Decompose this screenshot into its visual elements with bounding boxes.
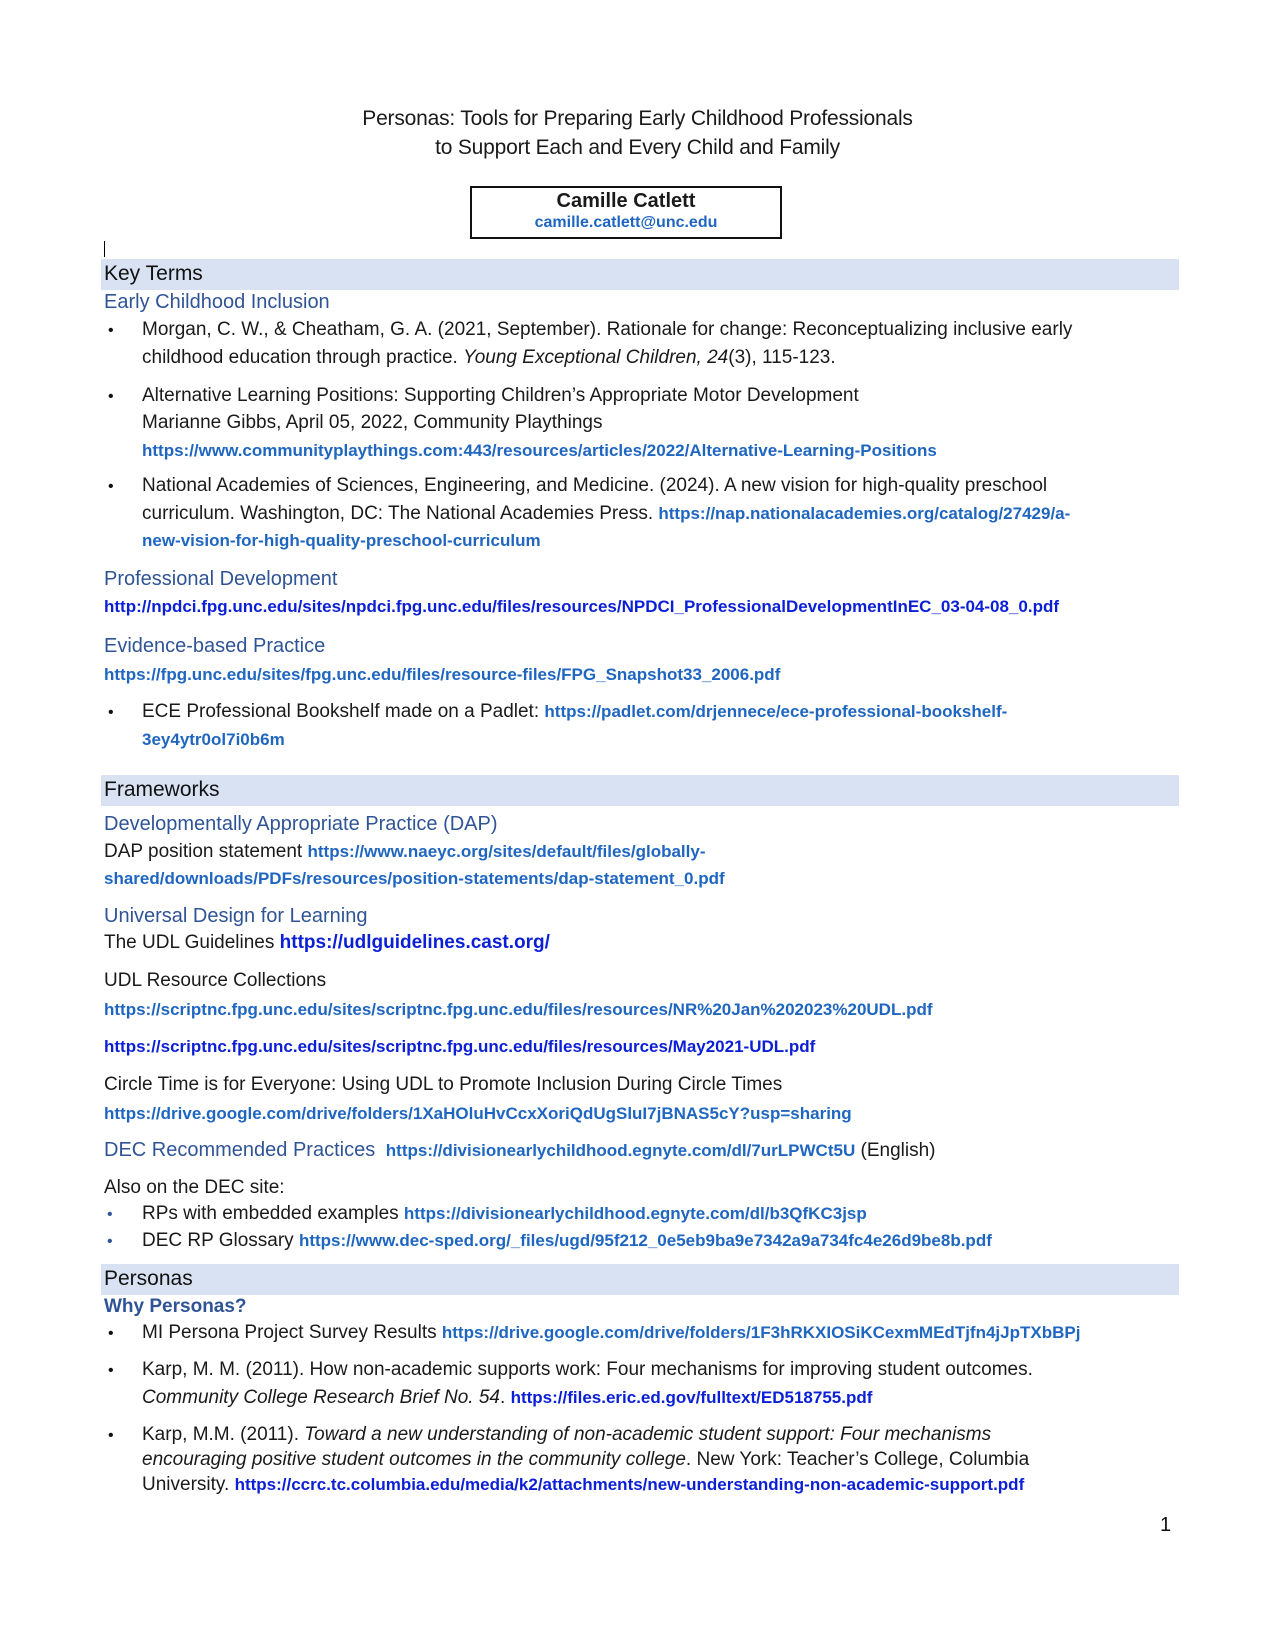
link-udl-guidelines[interactable]: https://udlguidelines.cast.org/ <box>279 932 550 953</box>
link-eric[interactable]: https://files.eric.ed.gov/fulltext/ED518755.pdf <box>510 1388 873 1407</box>
also-on-dec-site: Also on the DEC site: <box>104 1177 285 1198</box>
section-title: Key Terms <box>104 262 203 285</box>
bullet-icon: • <box>108 1427 114 1444</box>
link-nap-part1[interactable]: https://nap.nationalacademies.org/catalog/27429/a- <box>658 504 1071 523</box>
subheading-dec: DEC Recommended Practices <box>104 1139 376 1161</box>
text: curriculum. Washington, DC: The National Academies Press. <box>142 503 659 524</box>
link-dec-glossary[interactable]: https://www.dec-sped.org/_files/ugd/95f212_0e5eb9ba9e7342a9a734fc4e26d9be8b.pdf <box>298 1231 992 1250</box>
link-community-playthings[interactable]: https://www.communityplaythings.com:443/resources/articles/2022/Alternative-Learning-Positions <box>142 441 937 460</box>
dec-item-glossary <box>142 1230 992 1252</box>
text-cursor <box>104 241 105 257</box>
brief-title: Community College Research Brief No. 54 <box>142 1387 500 1408</box>
section-title: Personas <box>104 1267 193 1290</box>
text: Karp, M.M. (2011). <box>142 1424 305 1445</box>
dap-statement-line1 <box>104 841 705 863</box>
text: DAP position statement <box>104 841 308 862</box>
subheading-udl: Universal Design for Learning <box>104 905 368 927</box>
report-title-cont: encouraging positive student outcomes in the community college <box>142 1449 686 1470</box>
link-ccrc[interactable]: https://ccrc.tc.columbia.edu/media/k2/attachments/new-understanding-non-academic-support.pdf <box>234 1475 1025 1494</box>
bullet-icon: • <box>108 1325 114 1342</box>
link-scriptnc-may2021[interactable]: https://scriptnc.fpg.unc.edu/sites/scriptnc.fpg.unc.edu/files/resources/May2021-UDL.pdf <box>104 1037 816 1056</box>
subheading-professional-development: Professional Development <box>104 568 338 590</box>
reference-nasem-line2 <box>142 503 1070 525</box>
link-circle-time-drive[interactable]: https://drive.google.com/drive/folders/1XaHOluHvCcxXoriQdUgSluI7jBNAS5cY?usp=sharing <box>104 1104 852 1123</box>
reference-karp-report-line1 <box>142 1424 991 1446</box>
link-dec-examples[interactable]: https://divisionearlychildhood.egnyte.com/dl/b3QfKC3jsp <box>403 1204 867 1223</box>
link-dec-rp[interactable]: https://divisionearlychildhood.egnyte.com/dl/7urLPWCt5U <box>385 1141 856 1160</box>
bullet-icon: • <box>108 478 114 495</box>
reference-morgan-line1: Morgan, C. W., & Cheatham, G. A. (2021, September). Rationale for change: Reconceptualizing inclusive early <box>142 319 1073 340</box>
bullet-icon: • <box>108 704 114 721</box>
reference-karp-report-line3 <box>142 1474 1024 1496</box>
link-nap-part2[interactable]: new-vision-for-high-quality-preschool-curriculum <box>142 531 541 550</box>
padlet-bookshelf-line1 <box>142 701 1007 723</box>
author-email-link[interactable]: camille.catlett@unc.edu <box>534 214 718 231</box>
link-padlet-part2[interactable]: 3ey4ytr0ol7i0b6m <box>142 730 285 749</box>
reference-karp-brief-line1: Karp, M. M. (2011). How non-academic supports work: Four mechanisms for improving student outcomes. <box>142 1359 1033 1380</box>
reference-nasem-line1: National Academies of Sciences, Engineering, and Medicine. (2024). A new vision for high-quality preschool <box>142 475 1048 496</box>
dec-item-examples <box>142 1203 867 1225</box>
reference-alt-learning-line1: Alternative Learning Positions: Supporting Children’s Appropriate Motor Development <box>142 385 859 406</box>
circle-time-text: Circle Time is for Everyone: Using UDL to Promote Inclusion During Circle Times <box>104 1074 783 1095</box>
author-name: Camille Catlett <box>556 190 696 212</box>
subheading-dap: Developmentally Appropriate Practice (DAP) <box>104 813 498 835</box>
udl-resource-collections: UDL Resource Collections <box>104 970 327 991</box>
link-naeyc-part2[interactable]: shared/downloads/PDFs/resources/position-statements/dap-statement_0.pdf <box>104 869 725 888</box>
section-header-key-terms <box>101 259 1179 290</box>
text: childhood education through practice. <box>142 347 464 368</box>
text: University. <box>142 1474 235 1495</box>
text: The UDL Guidelines <box>104 932 280 953</box>
bullet-icon: • <box>108 1362 114 1379</box>
text: ECE Professional Bookshelf made on a Padlet: <box>142 701 545 722</box>
link-padlet-part1[interactable]: https://padlet.com/drjennece/ece-professional-bookshelf- <box>544 702 1008 721</box>
reference-karp-brief-line2 <box>142 1387 872 1409</box>
dec-recommended-practices <box>104 1139 935 1162</box>
reference-alt-learning-line2: Marianne Gibbs, April 05, 2022, Community Playthings <box>142 412 603 433</box>
text: (3), 115-123. <box>728 347 836 368</box>
link-mi-persona-drive[interactable]: https://drive.google.com/drive/folders/1F3hRKXIOSiKCexmMEdTjfn4jJpTXbBPj <box>441 1323 1081 1342</box>
reference-karp-report-line2 <box>142 1449 1029 1471</box>
text: DEC RP Glossary <box>142 1230 299 1251</box>
udl-guidelines <box>104 932 550 954</box>
reference-morgan-line2 <box>142 347 836 369</box>
report-title: Toward a new understanding of non-academic student support: Four mechanisms <box>304 1424 992 1445</box>
mi-persona-survey <box>142 1322 1080 1344</box>
journal-title: Young Exceptional Children, 24 <box>463 347 729 368</box>
text: RPs with embedded examples <box>142 1203 404 1224</box>
bullet-icon: • <box>107 1206 113 1223</box>
text: (English) <box>855 1140 936 1161</box>
text: . New York: Teacher’s College, Columbia <box>685 1449 1030 1470</box>
subheading-evidence-based-practice: Evidence-based Practice <box>104 635 326 657</box>
text: MI Persona Project Survey Results <box>142 1322 442 1343</box>
author-box <box>470 186 782 239</box>
link-npdci[interactable]: http://npdci.fpg.unc.edu/sites/npdci.fpg.unc.edu/files/resources/NPDCI_ProfessionalDevelopmentInEC_03-04-08_0.pdf <box>104 597 1060 616</box>
bullet-icon: • <box>107 1233 113 1250</box>
link-scriptnc-jan2023[interactable]: https://scriptnc.fpg.unc.edu/sites/scriptnc.fpg.unc.edu/files/resources/NR%20Jan%202023%20UDL.pdf <box>104 1000 933 1019</box>
document-title-line2: to Support Each and Every Child and Family <box>435 136 840 159</box>
bullet-icon: • <box>108 388 114 405</box>
section-title: Frameworks <box>104 778 220 801</box>
subheading-why-personas: Why Personas? <box>104 1296 247 1317</box>
section-header-frameworks <box>101 775 1179 806</box>
page-number: 1 <box>1160 1514 1172 1536</box>
link-fpg-snapshot[interactable]: https://fpg.unc.edu/sites/fpg.unc.edu/files/resource-files/FPG_Snapshot33_2006.pdf <box>104 665 781 684</box>
document-title-line1: Personas: Tools for Preparing Early Childhood Professionals <box>362 107 913 130</box>
bullet-icon: • <box>108 322 114 339</box>
text: . <box>500 1387 511 1408</box>
section-header-personas <box>101 1264 1179 1295</box>
link-naeyc-part1[interactable]: https://www.naeyc.org/sites/default/files/globally- <box>307 842 706 861</box>
subheading-early-childhood-inclusion: Early Childhood Inclusion <box>104 291 330 313</box>
